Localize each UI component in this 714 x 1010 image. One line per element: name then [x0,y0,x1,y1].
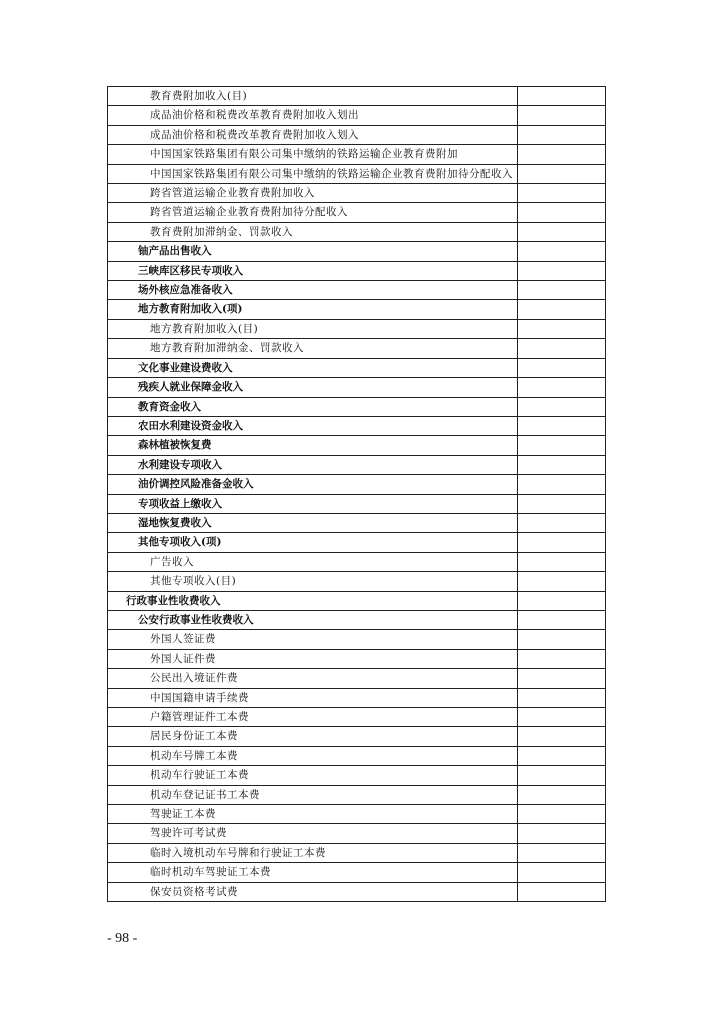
row-value [518,746,606,765]
row-value [518,281,606,300]
table-row [108,222,606,241]
row-label: 森林植被恢复费 [108,436,518,455]
row-value [518,727,606,746]
table-row [108,261,606,280]
row-value [518,339,606,358]
row-label: 水利建设专项收入 [108,455,518,474]
row-value [518,261,606,280]
row-value [518,319,606,338]
table-row [108,610,606,629]
table-row [108,766,606,785]
row-label: 保安员资格考试费 [108,882,518,901]
table-row [108,630,606,649]
row-label: 地方教育附加滞纳金、罚款收入 [108,339,518,358]
row-label: 油价调控风险准备金收入 [108,475,518,494]
table-row [108,513,606,532]
row-label: 地方教育附加收入(项) [108,300,518,319]
row-value [518,87,606,106]
row-value [518,164,606,183]
table-row [108,494,606,513]
row-value [518,242,606,261]
table-row [108,533,606,552]
table-row [108,145,606,164]
row-value [518,494,606,513]
row-value [518,649,606,668]
table-row [108,591,606,610]
row-label: 文化事业建设费收入 [108,358,518,377]
row-label: 行政事业性收费收入 [108,591,518,610]
table-row [108,746,606,765]
row-value [518,708,606,727]
table-row [108,281,606,300]
table-row [108,397,606,416]
row-value [518,436,606,455]
row-label: 驾驶许可考试费 [108,824,518,843]
row-value [518,785,606,804]
row-value [518,610,606,629]
row-label: 教育费附加滞纳金、罚款收入 [108,222,518,241]
row-value [518,669,606,688]
row-label: 场外核应急准备收入 [108,281,518,300]
row-label: 外国人证件费 [108,649,518,668]
table-row [108,358,606,377]
row-label: 外国人签证费 [108,630,518,649]
row-value [518,106,606,125]
row-value [518,591,606,610]
row-label: 跨省管道运输企业教育费附加收入 [108,184,518,203]
row-label: 公安行政事业性收费收入 [108,610,518,629]
table-row [108,843,606,862]
table-row [108,164,606,183]
page-number: - 98 - [107,931,138,946]
table-row [108,688,606,707]
row-value [518,145,606,164]
row-value [518,475,606,494]
row-label: 中国国家铁路集团有限公司集中缴纳的铁路运输企业教育费附加 [108,145,518,164]
row-label: 临时机动车驾驶证工本费 [108,863,518,882]
row-label: 驾驶证工本费 [108,805,518,824]
row-label: 三峡库区移民专项收入 [108,261,518,280]
row-label: 机动车号牌工本费 [108,746,518,765]
row-value [518,572,606,591]
table-row [108,708,606,727]
table-row [108,378,606,397]
table-row [108,572,606,591]
table-row [108,727,606,746]
row-value [518,378,606,397]
table-row [108,785,606,804]
table-row [108,184,606,203]
table-row [108,552,606,571]
row-value [518,416,606,435]
row-label: 专项收益上缴收入 [108,494,518,513]
row-label: 教育费附加收入(目) [108,87,518,106]
row-label: 临时入境机动车号牌和行驶证工本费 [108,843,518,862]
row-label: 成品油价格和税费改革教育费附加收入划入 [108,125,518,144]
row-label: 其他专项收入(目) [108,572,518,591]
table-row [108,824,606,843]
row-value [518,397,606,416]
row-value [518,863,606,882]
table-row [108,416,606,435]
row-label: 铀产品出售收入 [108,242,518,261]
row-label: 跨省管道运输企业教育费附加待分配收入 [108,203,518,222]
row-label: 残疾人就业保障金收入 [108,378,518,397]
row-value [518,300,606,319]
table-row [108,649,606,668]
table-row [108,863,606,882]
table-row [108,87,606,106]
row-value [518,184,606,203]
table-row [108,125,606,144]
row-value [518,552,606,571]
row-value [518,455,606,474]
row-value [518,688,606,707]
table-row [108,300,606,319]
table-row [108,319,606,338]
row-label: 湿地恢复费收入 [108,513,518,532]
row-value [518,766,606,785]
row-value [518,805,606,824]
row-value [518,203,606,222]
row-label: 农田水利建设资金收入 [108,416,518,435]
row-value [518,533,606,552]
row-label: 机动车行驶证工本费 [108,766,518,785]
row-value [518,630,606,649]
table-row [108,203,606,222]
row-label: 广告收入 [108,552,518,571]
row-label: 公民出入境证件费 [108,669,518,688]
row-label: 其他专项收入(项) [108,533,518,552]
table-row [108,455,606,474]
row-value [518,843,606,862]
row-label: 中国国籍申请手续费 [108,688,518,707]
table-row [108,339,606,358]
table-row [108,475,606,494]
row-value [518,222,606,241]
table-row [108,436,606,455]
table-row [108,106,606,125]
row-label: 中国国家铁路集团有限公司集中缴纳的铁路运输企业教育费附加待分配收入 [108,164,518,183]
row-label: 机动车登记证书工本费 [108,785,518,804]
table-row [108,669,606,688]
row-label: 地方教育附加收入(目) [108,319,518,338]
row-label: 户籍管理证件工本费 [108,708,518,727]
table-row [108,805,606,824]
row-label: 成品油价格和税费改革教育费附加收入划出 [108,106,518,125]
row-label: 教育资金收入 [108,397,518,416]
row-value [518,125,606,144]
budget-table [107,86,606,902]
row-label: 居民身份证工本费 [108,727,518,746]
row-value [518,358,606,377]
row-value [518,824,606,843]
table-body [108,87,606,902]
row-value [518,882,606,901]
table-row [108,242,606,261]
table-row [108,882,606,901]
row-value [518,513,606,532]
